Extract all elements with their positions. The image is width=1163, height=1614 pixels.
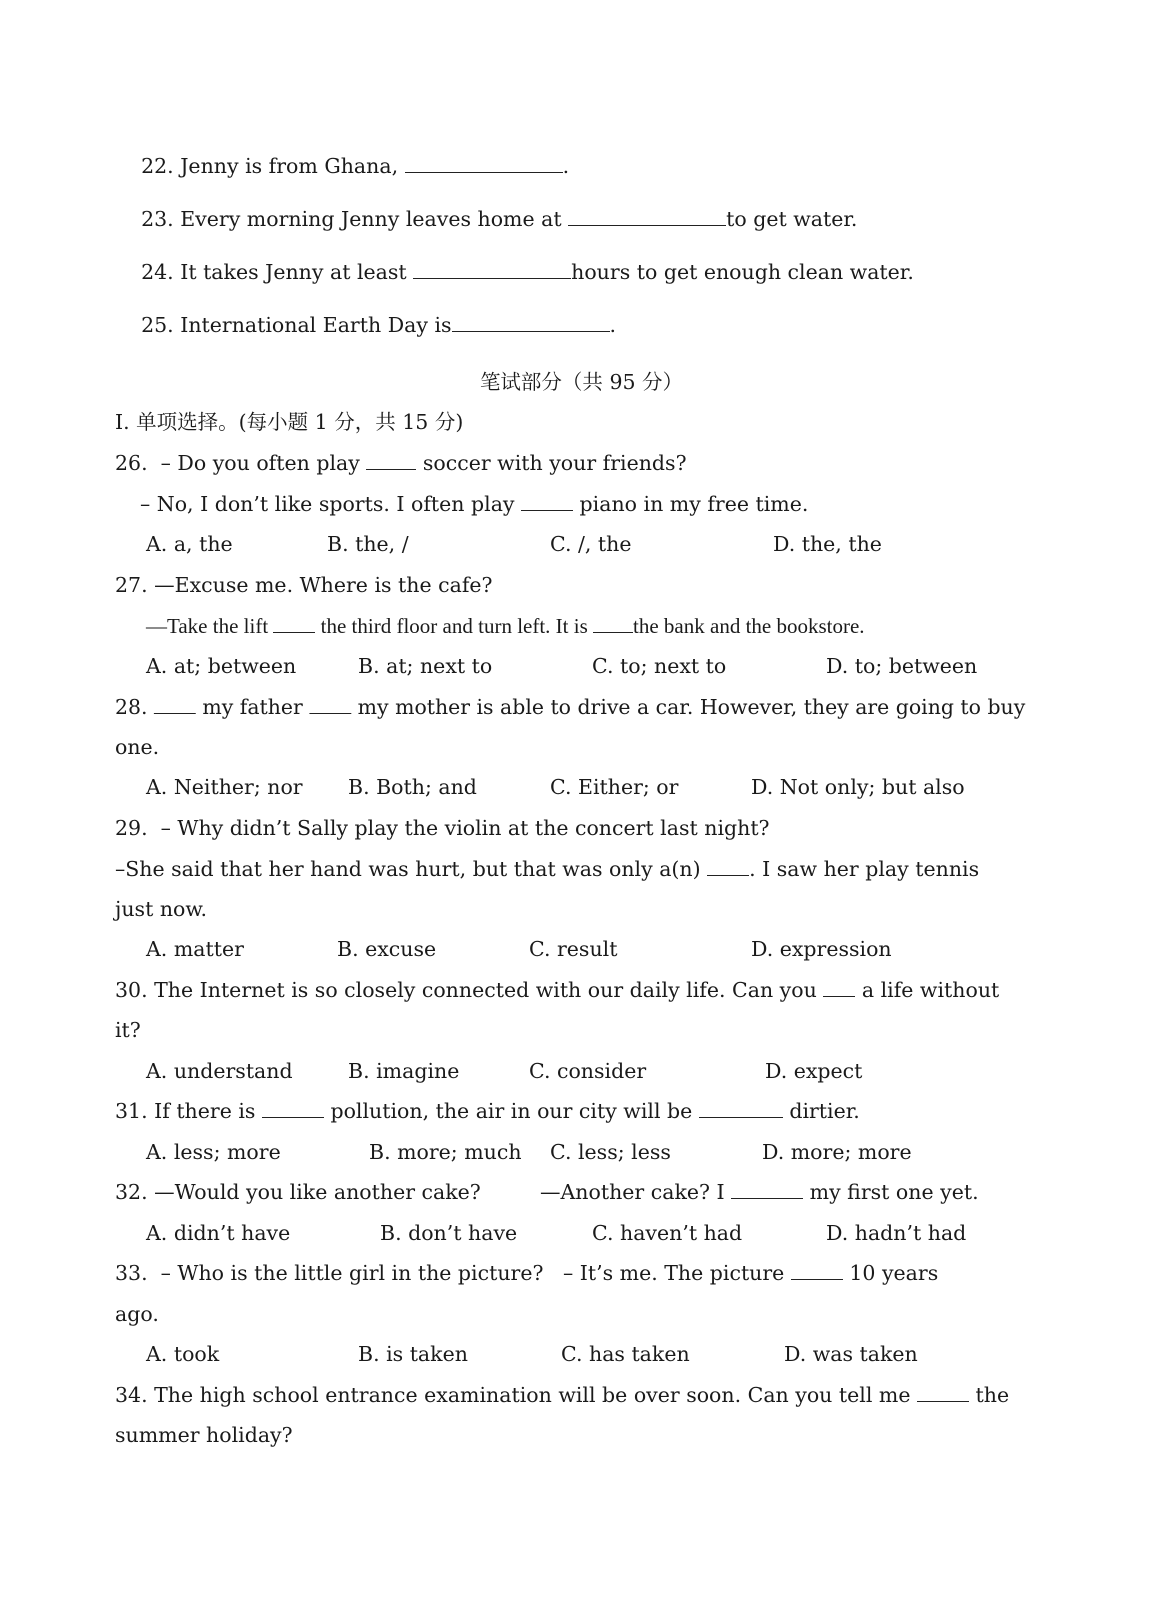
option-b[interactable]: B. Both; and <box>348 775 477 799</box>
option-d[interactable]: D. expect <box>765 1059 863 1083</box>
option-c[interactable]: C. has taken <box>561 1342 690 1366</box>
listening-item-25 <box>115 289 616 361</box>
answer-blank[interactable] <box>262 1099 324 1118</box>
question-29-reply <box>115 857 979 881</box>
question-text: —Take the lift <box>146 614 274 638</box>
question-text: 28. <box>115 695 155 719</box>
answer-blank[interactable] <box>273 614 315 633</box>
question-28-cont: one. <box>115 735 160 759</box>
option-d[interactable]: D. more; more <box>762 1140 912 1164</box>
question-text: . I saw her play tennis <box>749 857 980 881</box>
question-text: my father <box>195 695 310 719</box>
part-title: I. 单项选择。(每小题 1 分，共 15 分) <box>115 410 464 434</box>
question-text: the third floor and turn left. It is <box>315 614 594 638</box>
question-text: – No, I don’t like sports. I often play <box>140 492 522 516</box>
item-number: 23. <box>141 207 174 231</box>
question-text: a life without <box>855 978 1000 1002</box>
option-a[interactable]: A. matter <box>146 937 244 961</box>
answer-blank[interactable] <box>568 207 726 226</box>
section-title: 笔试部分（共 95 分） <box>479 370 684 394</box>
option-a[interactable]: A. less; more <box>146 1140 281 1164</box>
option-a[interactable]: A. understand <box>146 1059 293 1083</box>
answer-blank[interactable] <box>823 978 855 997</box>
question-text: soccer with your friends? <box>416 451 687 475</box>
question-text: the <box>969 1383 1010 1407</box>
question-text: the bank and the bookstore. <box>633 614 865 638</box>
item-text: Every morning Jenny leaves home at <box>180 207 569 231</box>
question-text: pollution, the air in our city will be <box>323 1099 699 1123</box>
item-text: . <box>609 313 617 337</box>
question-30-cont: it? <box>115 1018 141 1042</box>
question-26 <box>115 451 687 475</box>
option-b[interactable]: B. at; next to <box>358 654 493 678</box>
question-34-cont: summer holiday? <box>115 1423 293 1447</box>
option-b[interactable]: B. excuse <box>337 937 437 961</box>
question-text: 34. The high school entrance examination will be over soon. Can you tell me <box>115 1383 917 1407</box>
question-30 <box>115 978 999 1002</box>
question-text: dirtier. <box>782 1099 860 1123</box>
answer-blank[interactable] <box>731 1180 803 1199</box>
question-text: my mother is able to drive a car. However, they are going to buy <box>351 695 1026 719</box>
option-c[interactable]: C. result <box>529 937 618 961</box>
option-c[interactable]: C. less; less <box>550 1140 671 1164</box>
question-33-cont: ago. <box>115 1302 159 1326</box>
answer-blank[interactable] <box>593 614 633 633</box>
item-number: 22. <box>141 154 174 178</box>
item-text: It takes Jenny at least <box>180 260 414 284</box>
question-27-reply <box>146 614 865 638</box>
answer-blank[interactable] <box>405 154 563 173</box>
option-a[interactable]: A. didn’t have <box>146 1221 291 1245</box>
answer-blank[interactable] <box>366 451 416 470</box>
option-a[interactable]: A. took <box>146 1342 220 1366</box>
option-a[interactable]: A. Neither; nor <box>146 775 303 799</box>
item-text: hours to get enough clean water. <box>571 260 914 284</box>
option-c[interactable]: C. Either; or <box>550 775 679 799</box>
item-number: 24. <box>141 260 174 284</box>
option-d[interactable]: D. the, the <box>773 532 882 556</box>
item-text: Jenny is from Ghana, <box>180 154 405 178</box>
question-text: 33. – Who is the little girl in the picture? – It’s me. The picture <box>115 1261 791 1285</box>
option-b[interactable]: B. imagine <box>348 1059 460 1083</box>
answer-blank[interactable] <box>413 260 571 279</box>
option-b[interactable]: B. is taken <box>358 1342 468 1366</box>
option-d[interactable]: D. to; between <box>826 654 978 678</box>
question-28 <box>115 695 1025 719</box>
answer-blank[interactable] <box>452 313 610 332</box>
question-text: 10 years <box>842 1261 939 1285</box>
item-text: . <box>562 154 570 178</box>
option-c[interactable]: C. to; next to <box>592 654 727 678</box>
question-text: piano in my free time. <box>573 492 809 516</box>
question-31 <box>115 1099 860 1123</box>
answer-blank[interactable] <box>707 857 749 876</box>
option-a[interactable]: A. a, the <box>146 532 233 556</box>
answer-blank[interactable] <box>699 1099 783 1118</box>
item-text: International Earth Day is <box>180 313 452 337</box>
item-text: to get water. <box>726 207 858 231</box>
question-29-cont: just now. <box>115 897 208 921</box>
option-c[interactable]: C. haven’t had <box>592 1221 743 1245</box>
item-number: 25. <box>141 313 174 337</box>
question-26-reply <box>140 492 808 516</box>
option-b[interactable]: B. more; much <box>369 1140 522 1164</box>
question-33 <box>115 1261 938 1285</box>
answer-blank[interactable] <box>309 695 351 714</box>
option-d[interactable]: D. Not only; but also <box>751 775 965 799</box>
option-b[interactable]: B. the, / <box>327 532 409 556</box>
question-32: 32. —Would you like another cake? <box>115 1180 481 1204</box>
question-29: 29. – Why didn’t Sally play the violin at the concert last night? <box>115 816 770 840</box>
question-text: my first one yet. <box>803 1180 979 1204</box>
option-d[interactable]: D. was taken <box>784 1342 918 1366</box>
question-32-reply <box>540 1180 979 1204</box>
option-b[interactable]: B. don’t have <box>380 1221 518 1245</box>
question-27: 27. —Excuse me. Where is the cafe? <box>115 573 493 597</box>
question-text: 31. If there is <box>115 1099 262 1123</box>
option-c[interactable]: C. /, the <box>550 532 632 556</box>
option-a[interactable]: A. at; between <box>146 654 297 678</box>
question-text: –She said that her hand was hurt, but that was only a(n) <box>115 857 708 881</box>
answer-blank[interactable] <box>917 1383 969 1402</box>
question-text: 30. The Internet is so closely connected with our daily life. Can you <box>115 978 824 1002</box>
option-d[interactable]: D. expression <box>751 937 892 961</box>
question-text: 26. – Do you often play <box>115 451 367 475</box>
option-c[interactable]: C. consider <box>529 1059 647 1083</box>
option-d[interactable]: D. hadn’t had <box>826 1221 967 1245</box>
question-34 <box>115 1383 1009 1407</box>
answer-blank[interactable] <box>154 695 196 714</box>
answer-blank[interactable] <box>521 492 573 511</box>
question-text: —Another cake? I <box>540 1180 732 1204</box>
answer-blank[interactable] <box>791 1261 843 1280</box>
